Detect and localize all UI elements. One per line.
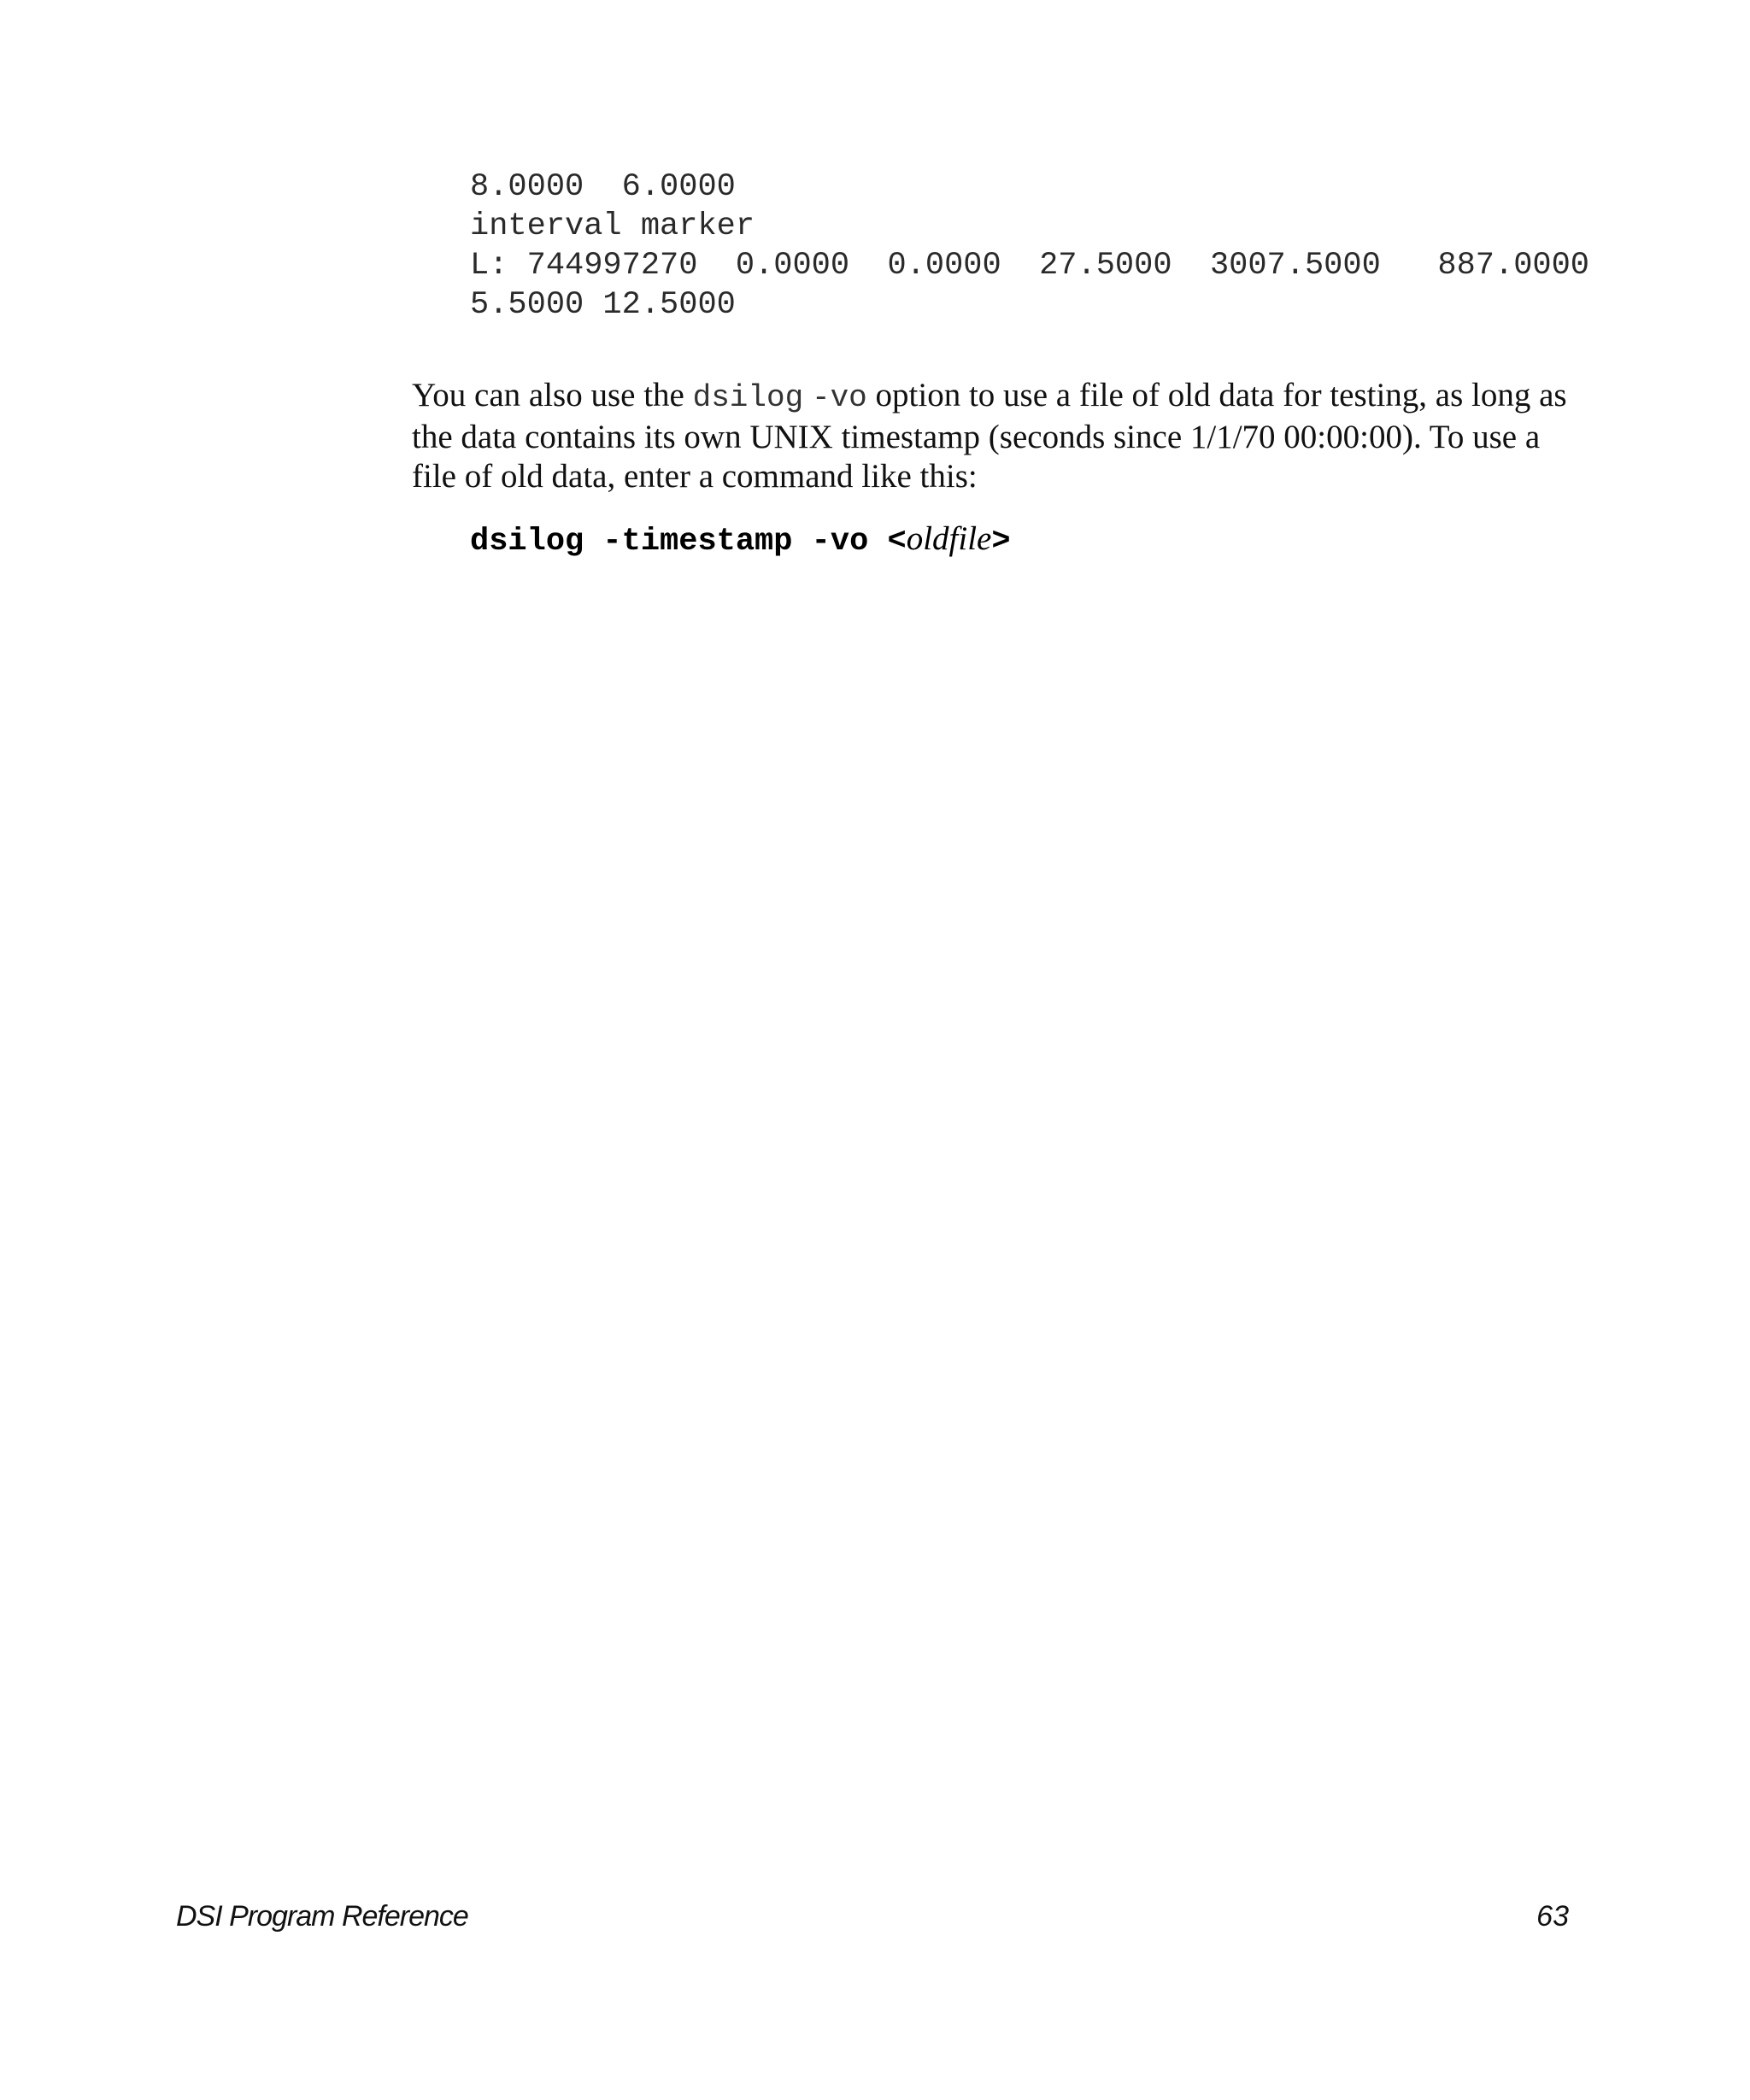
inline-code-space: [803, 377, 812, 414]
command-argument: oldfile: [906, 520, 992, 557]
command-open-bracket: <: [887, 524, 907, 560]
inline-code-dsilog: dsilog: [692, 380, 804, 415]
body-paragraph: [412, 376, 1574, 496]
paragraph-text-before: You can also use the: [412, 377, 693, 414]
footer-document-title: DSI Program Reference: [176, 1900, 468, 1933]
inline-code-vo-option: -vo: [811, 380, 867, 415]
code-line: L: 744997270 0.0000 0.0000 27.5000 3007.5000 887.0000: [470, 248, 1590, 284]
command-example: [470, 519, 1011, 561]
code-line: 8.0000 6.0000: [470, 169, 736, 205]
code-output-block: [470, 167, 1589, 325]
paragraph-text-after: option to use a file of old data for testing, as long as the data contains its own UNIX timestamp (seconds since 1/1/70 00:00:00). To use a file of old data, enter a command like this:: [412, 377, 1567, 495]
code-line: 5.5000 12.5000: [470, 287, 736, 323]
command-text: dsilog -timestamp -vo: [470, 524, 888, 560]
footer-page-number: 63: [1536, 1900, 1569, 1933]
code-line: interval marker: [470, 208, 755, 244]
command-close-bracket: >: [991, 524, 1011, 560]
